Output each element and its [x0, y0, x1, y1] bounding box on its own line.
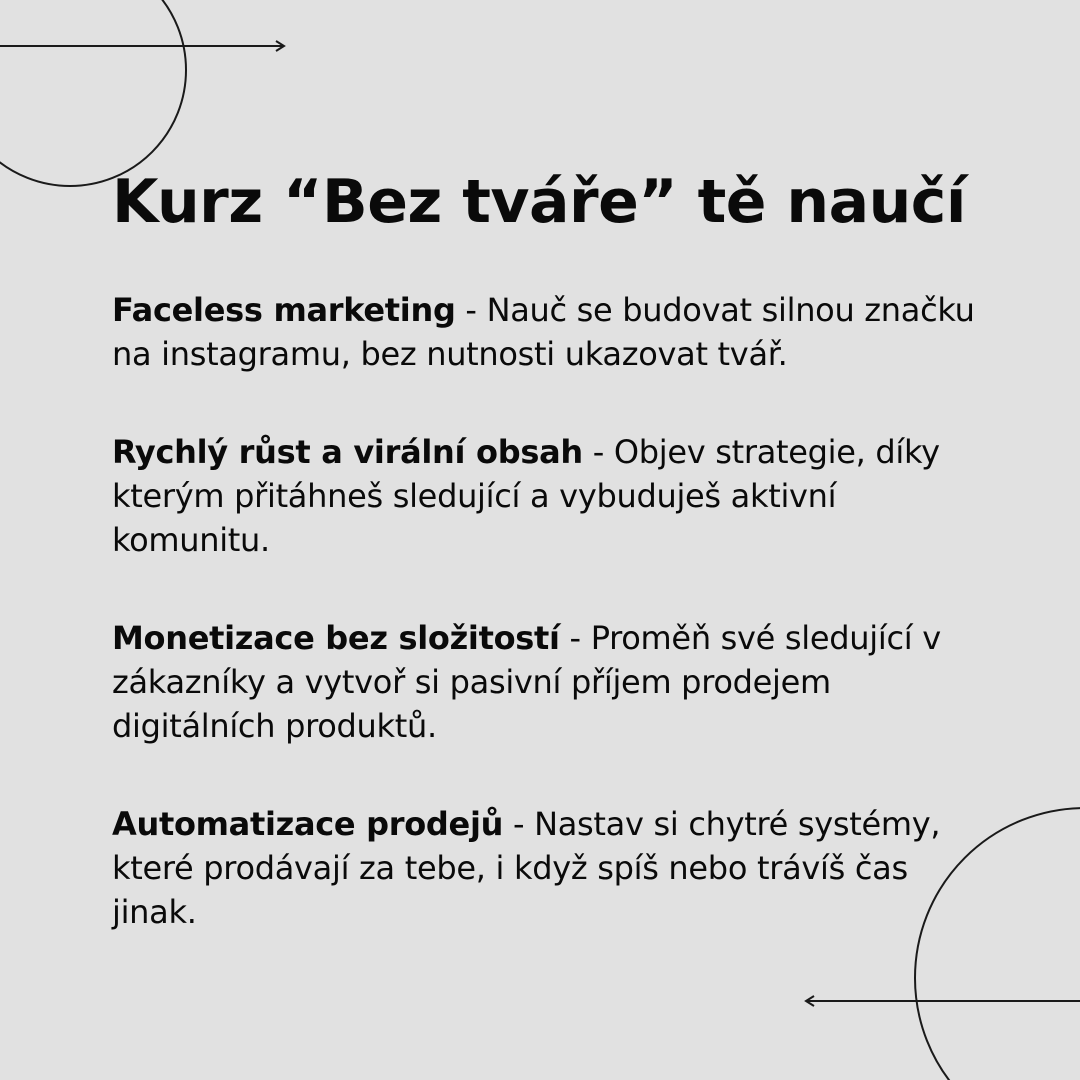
arrow-right-icon: [0, 41, 284, 51]
page-title: Kurz “Bez tváře” tě naučí: [112, 167, 966, 237]
item-text: Nastav si chytré systémy, které prodávají za tebe, i když spíš nebo trávíš čas jinak.: [112, 805, 941, 931]
item-heading: Rychlý růst a virální obsah: [112, 433, 583, 471]
list-item: [112, 802, 992, 934]
item-separator: -: [559, 619, 591, 657]
item-heading: Faceless marketing: [112, 291, 456, 329]
item-heading: Monetizace bez složitostí: [112, 619, 560, 657]
item-text: Proměň své sledující v zákazníky a vytvoř si pasivní příjem prodejem digitálních produktů.: [112, 619, 941, 745]
list-item: [112, 616, 992, 748]
item-separator: -: [455, 291, 487, 329]
content-block: [112, 160, 992, 934]
item-separator: -: [503, 805, 535, 843]
arrow-left-icon: [806, 996, 1080, 1006]
list-item: [112, 430, 992, 562]
item-separator: -: [582, 433, 614, 471]
top-left-circle-outline: [0, 0, 186, 186]
item-heading: Automatizace prodejů: [112, 805, 504, 843]
item-text: Objev strategie, díky kterým přitáhneš sledující a vybuduješ aktivní komunitu.: [112, 433, 940, 559]
item-text: Nauč se budovat silnou značku na instagramu, bez nutnosti ukazovat tvář.: [112, 291, 975, 373]
list-item: [112, 288, 992, 376]
